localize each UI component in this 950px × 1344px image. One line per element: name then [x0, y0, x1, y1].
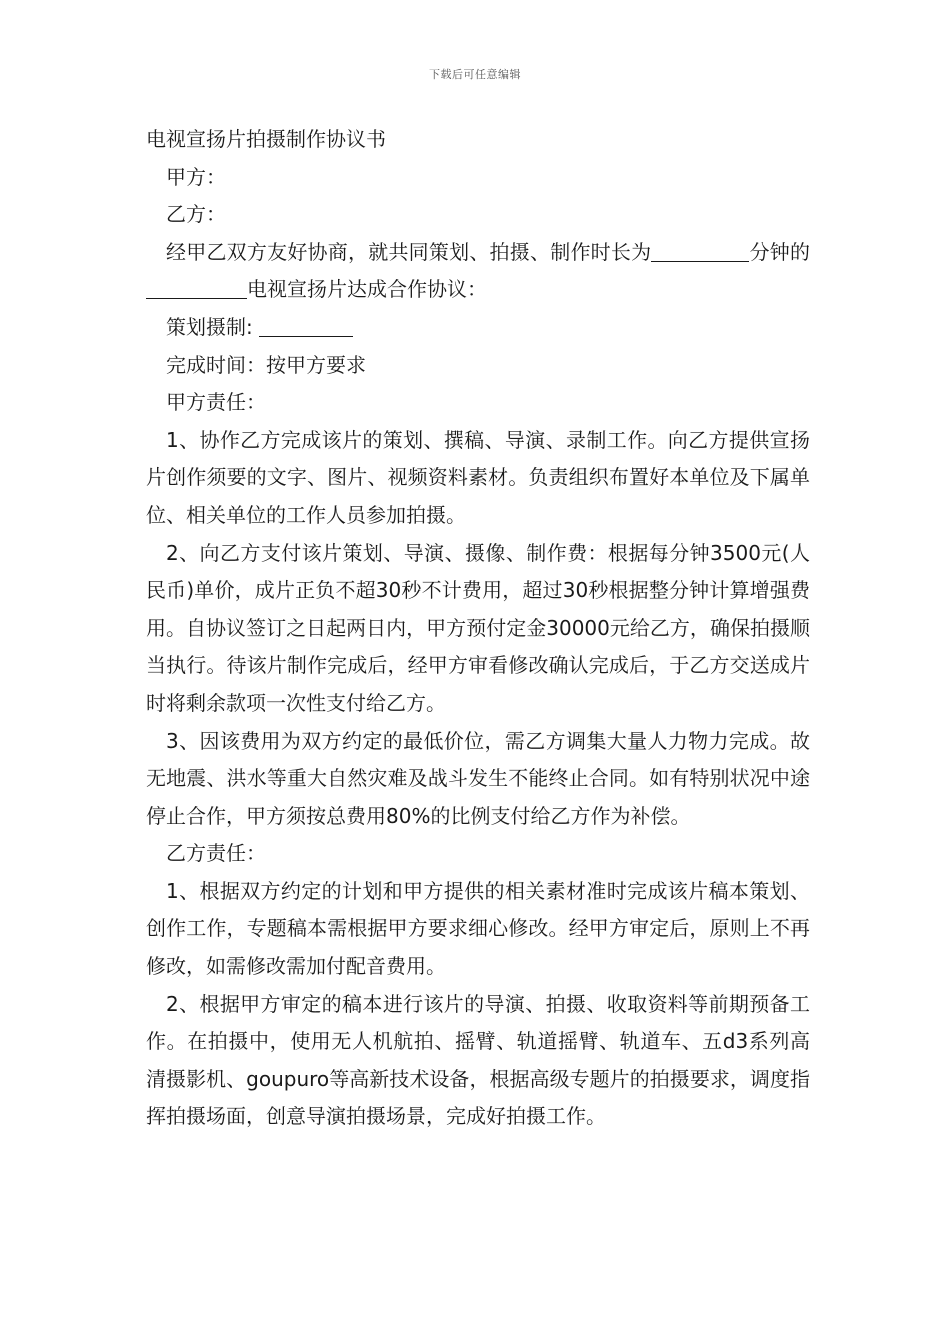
- completion-line: 完成时间：按甲方要求: [166, 352, 366, 377]
- party-a-duties-heading: 甲方责任：: [166, 390, 266, 415]
- planning-line: [146, 309, 810, 347]
- party-a-line: 甲方：: [166, 164, 226, 189]
- party-b-duty-1: 1、根据双方约定的计划和甲方提供的相关素材准时完成该片稿本策划、创作工作，专题稿本需根据甲方要求细心修改。经甲方审定后，原则上不再修改，如需修改需加付配音费用。: [146, 878, 810, 979]
- intro-text-1: 经甲乙双方友好协商，就共同策划、拍摄、制作时长为: [166, 239, 652, 264]
- header-note: 下载后可任意编辑: [429, 68, 521, 81]
- duration-blank: [651, 237, 749, 262]
- film-name-blank: [146, 274, 247, 299]
- party-b-line: 乙方：: [166, 202, 226, 227]
- party-a-duty-3: 3、因该费用为双方约定的最低价位，需乙方调集大量人力物力完成。故无地震、洪水等重大自然灾难及战斗发生不能终止合同。如有特别状况中途停止合作，甲方须按总费用80%的比例支付给乙方作为补偿。: [146, 728, 810, 828]
- party-a-duty-1: 1、协作乙方完成该片的策划、撰稿、导演、录制工作。向乙方提供宣扬片创作须要的文字、图片、视频资料素材。负责组织布置好本单位及下属单位、相关单位的工作人员参加拍摄。: [146, 427, 810, 527]
- planning-blank: [259, 312, 353, 337]
- party-b-duty-2: 2、根据甲方审定的稿本进行该片的导演、拍摄、收取资料等前期预备工作。在拍摄中，使用无人机航拍、摇臂、轨道摇臂、轨道车、五d3系列高清摄影机、goupuro等高新技术设备，根据高级专题片的拍摄要求，调度指挥拍摄场面，创意导演拍摄场景，完成好拍摄工作。: [146, 991, 810, 1129]
- intro-text-2: 分钟的: [749, 239, 811, 264]
- party-b-duties-heading: 乙方责任：: [166, 841, 266, 866]
- intro-text-3: 电视宣扬片达成合作协议：: [247, 277, 487, 302]
- document-title: 电视宣扬片拍摄制作协议书: [146, 127, 386, 151]
- document-body: [146, 121, 810, 1136]
- planning-label: 策划摄制:: [166, 314, 260, 339]
- intro-paragraph: [146, 234, 810, 309]
- party-a-duty-2: 2、向乙方支付该片策划、导演、摄像、制作费：根据每分钟3500元(人民币)单价，成片正负不超30秒不计费用，超过30秒根据整分钟计算增强费用。自协议签订之日起两日内，甲方预付定金30000元给乙方，确保拍摄顺当执行。待该片制作完成后，经甲方审看修改确认完成后，于乙方交送成片时将剩余款项一次性支付给乙方。: [146, 540, 810, 715]
